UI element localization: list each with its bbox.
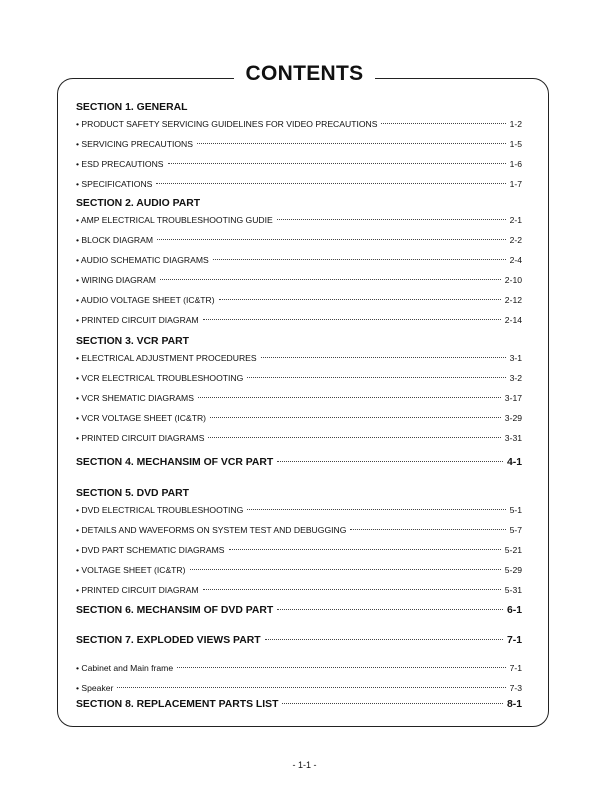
section-heading: SECTION 1. GENERAL <box>76 102 188 113</box>
toc-entry[interactable] <box>76 310 522 330</box>
toc-entry-label: • PRODUCT SAFETY SERVICING GUIDELINES FOR VIDEO PRECAUTIONS <box>76 119 378 129</box>
section-heading-row[interactable] <box>76 699 522 713</box>
toc-entry[interactable] <box>76 348 522 368</box>
toc-entry-label: • AMP ELECTRICAL TROUBLESHOOTING GUDIE <box>76 215 273 225</box>
toc-entry[interactable] <box>76 500 522 520</box>
toc-entry[interactable] <box>76 230 522 250</box>
toc-entry-label: • VCR VOLTAGE SHEET (IC&TR) <box>76 413 207 423</box>
toc-entry-label: • AUDIO SCHEMATIC DIAGRAMS <box>76 255 209 265</box>
dot-leader <box>381 123 505 124</box>
toc-section <box>76 635 522 698</box>
toc-entry-page: 1-6 <box>509 159 522 169</box>
toc-entry[interactable] <box>76 580 522 600</box>
toc-section <box>76 197 522 330</box>
toc-section <box>76 605 522 619</box>
toc-entry[interactable] <box>76 540 522 560</box>
section-page-number: 8-1 <box>506 699 522 710</box>
toc-entry-page: 5-7 <box>509 525 522 535</box>
toc-entry-page: 3-1 <box>509 353 522 363</box>
dot-leader <box>247 509 505 510</box>
dot-leader <box>208 437 500 438</box>
section-heading: SECTION 8. REPLACEMENT PARTS LIST <box>76 699 279 710</box>
dot-leader <box>277 219 506 220</box>
toc-entry-label: • PRINTED CIRCUIT DIAGRAMS <box>76 433 205 443</box>
toc-entry[interactable] <box>76 270 522 290</box>
dot-leader <box>229 549 501 550</box>
section-page-number: 6-1 <box>506 605 522 616</box>
toc-entry[interactable] <box>76 290 522 310</box>
title-wrap <box>0 62 609 86</box>
toc-entry[interactable] <box>76 428 522 448</box>
toc-entry[interactable] <box>76 408 522 428</box>
toc-entry-page: 3-17 <box>504 393 522 403</box>
dot-leader <box>197 143 506 144</box>
toc-entry-page: 3-29 <box>504 413 522 423</box>
toc-entry-page: 2-1 <box>509 215 522 225</box>
toc-section <box>76 335 522 448</box>
toc-entry-label: • AUDIO VOLTAGE SHEET (IC&TR) <box>76 295 215 305</box>
toc-entry-page: 3-31 <box>504 433 522 443</box>
toc-entry-page: 2-12 <box>504 295 522 305</box>
toc-entry[interactable] <box>76 520 522 540</box>
page-number: - 1-1 - <box>292 760 317 770</box>
dot-leader <box>190 569 501 570</box>
page-title: CONTENTS <box>234 62 376 86</box>
section-items <box>76 114 522 194</box>
toc-entry-label: • DVD PART SCHEMATIC DIAGRAMS <box>76 545 225 555</box>
section-page-number: 4-1 <box>506 457 522 468</box>
dot-leader <box>277 609 503 610</box>
toc-entry[interactable] <box>76 154 522 174</box>
section-heading-row[interactable] <box>76 635 522 649</box>
toc-entry-page: 5-29 <box>504 565 522 575</box>
toc-entry-page: 5-1 <box>509 505 522 515</box>
section-items <box>76 500 522 600</box>
toc-entry[interactable] <box>76 210 522 230</box>
toc-entry-page: 1-7 <box>509 179 522 189</box>
toc-entry-page: 7-1 <box>509 663 522 673</box>
toc-entry-page: 2-10 <box>504 275 522 285</box>
toc-entry-page: 5-31 <box>504 585 522 595</box>
toc-entry-label: • BLOCK DIAGRAM <box>76 235 154 245</box>
toc-entry[interactable] <box>76 560 522 580</box>
section-heading: SECTION 3. VCR PART <box>76 336 189 347</box>
toc-entry-page: 1-2 <box>509 119 522 129</box>
dot-leader <box>277 461 503 462</box>
dot-leader <box>213 259 506 260</box>
section-heading-row[interactable] <box>76 605 522 619</box>
dot-leader <box>203 589 501 590</box>
toc-entry-label: • Speaker <box>76 683 114 693</box>
section-heading: SECTION 5. DVD PART <box>76 488 189 499</box>
toc-entry-label: • SPECIFICATIONS <box>76 179 153 189</box>
dot-leader <box>282 703 503 704</box>
toc-entry-label: • VCR SHEMATIC DIAGRAMS <box>76 393 194 403</box>
dot-leader <box>117 687 505 688</box>
section-items <box>76 658 522 698</box>
toc-section <box>76 699 522 713</box>
toc-entry-page: 5-21 <box>504 545 522 555</box>
dot-leader <box>198 397 501 398</box>
dot-leader <box>210 417 501 418</box>
toc-entry-page: 1-5 <box>509 139 522 149</box>
toc-entry[interactable] <box>76 658 522 678</box>
toc-section <box>76 101 522 194</box>
section-page-number: 7-1 <box>506 635 522 646</box>
dot-leader <box>350 529 505 530</box>
section-items <box>76 210 522 330</box>
dot-leader <box>203 319 501 320</box>
toc-entry-label: • SERVICING PRECAUTIONS <box>76 139 193 149</box>
toc-entry-label: • ELECTRICAL ADJUSTMENT PROCEDURES <box>76 353 257 363</box>
toc-section <box>76 487 522 600</box>
toc-section <box>76 457 522 471</box>
toc-entry[interactable] <box>76 114 522 134</box>
toc-entry-label: • Cabinet and Main frame <box>76 663 174 673</box>
dot-leader <box>168 163 506 164</box>
toc-entry[interactable] <box>76 678 522 698</box>
toc-entry-page: 7-3 <box>509 683 522 693</box>
toc-entry-page: 2-14 <box>504 315 522 325</box>
toc-entry[interactable] <box>76 250 522 270</box>
toc-entry-label: • PRINTED CIRCUIT DIAGRAM <box>76 315 199 325</box>
section-heading-row[interactable] <box>76 457 522 471</box>
dot-leader <box>157 239 506 240</box>
section-heading: SECTION 6. MECHANSIM OF DVD PART <box>76 605 274 616</box>
dot-leader <box>160 279 501 280</box>
toc-entry-page: 2-4 <box>509 255 522 265</box>
dot-leader <box>177 667 505 668</box>
toc-entry-label: • DVD ELECTRICAL TROUBLESHOOTING <box>76 505 244 515</box>
section-heading: SECTION 7. EXPLODED VIEWS PART <box>76 635 261 646</box>
toc-entry-label: • WIRING DIAGRAM <box>76 275 156 285</box>
dot-leader <box>247 377 505 378</box>
toc-entry-label: • VCR ELECTRICAL TROUBLESHOOTING <box>76 373 244 383</box>
toc-entry-label: • ESD PRECAUTIONS <box>76 159 164 169</box>
toc-entry-label: • VOLTAGE SHEET (IC&TR) <box>76 565 186 575</box>
toc-entry-label: • PRINTED CIRCUIT DIAGRAM <box>76 585 199 595</box>
dot-leader <box>261 357 506 358</box>
section-heading: SECTION 4. MECHANSIM OF VCR PART <box>76 457 274 468</box>
section-heading: SECTION 2. AUDIO PART <box>76 198 201 209</box>
section-items <box>76 348 522 448</box>
toc-entry-page: 2-2 <box>509 235 522 245</box>
toc-entry[interactable] <box>76 388 522 408</box>
dot-leader <box>219 299 501 300</box>
toc-entry[interactable] <box>76 368 522 388</box>
toc-entry-label: • DETAILS AND WAVEFORMS ON SYSTEM TEST AND DEBUGGING <box>76 525 347 535</box>
dot-leader <box>265 639 503 640</box>
toc-entry[interactable] <box>76 174 522 194</box>
toc-entry-page: 3-2 <box>509 373 522 383</box>
toc-entry[interactable] <box>76 134 522 154</box>
dot-leader <box>156 183 505 184</box>
